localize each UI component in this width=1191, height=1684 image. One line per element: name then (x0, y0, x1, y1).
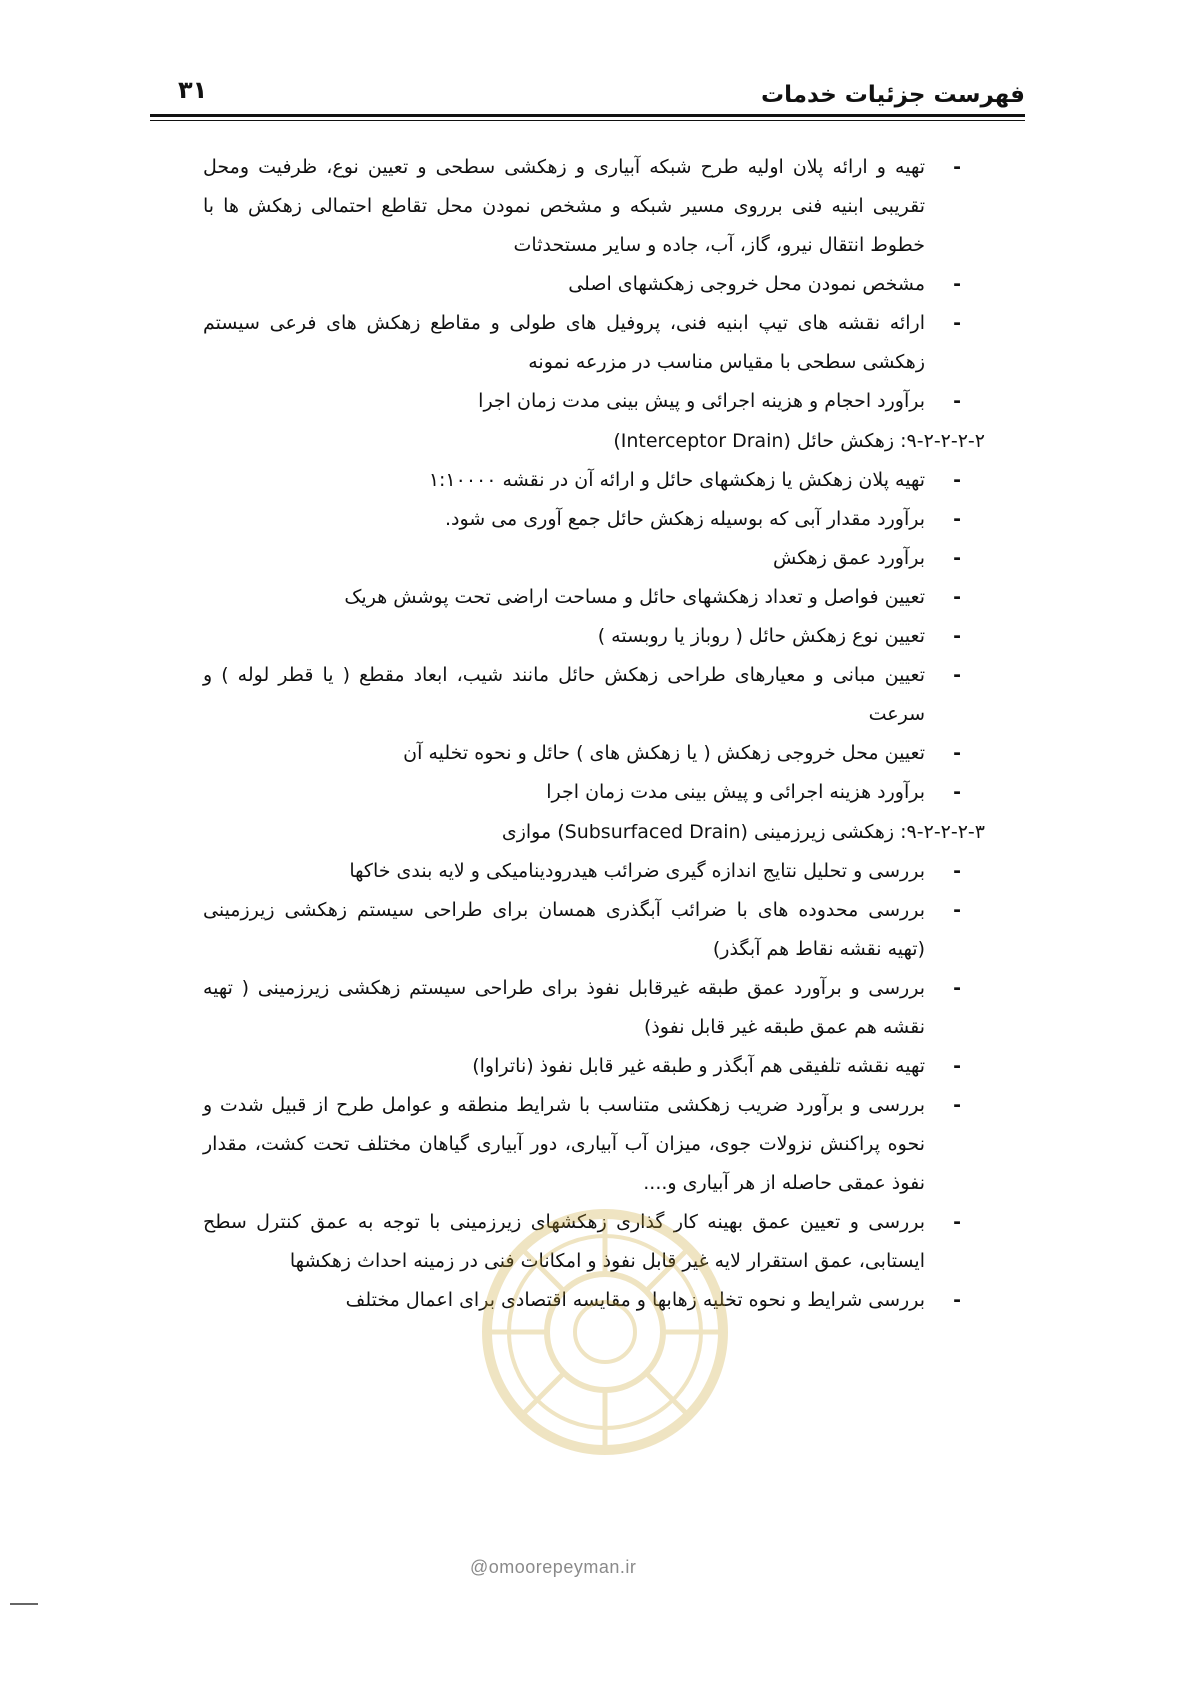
list-item: - بررسی و برآورد ضریب زهکشی متناسب با شرایط منطقه و عوامل طرح از قبیل شدت و نحوه پراکنش نزولات جوی، میزان آب آبیاری، دور آبیاری گیاهان مختلف تحت کشت، مقدار نفوذ عمقی حاصله از هر آبیاری و.... (178, 1086, 975, 1203)
list-item: - برآورد احجام و هزینه اجرائی و پیش بینی مدت زمان اجرا (178, 382, 975, 421)
page-header (150, 70, 1025, 118)
list-item: - تعیین مبانی و معیارهای طراحی زهکش حائل مانند شیب، ابعاد مقطع ( یا قطر لوله ) و سرعت (178, 656, 975, 734)
header-divider-thin (150, 120, 1025, 121)
list-item: - تعیین نوع زهکش حائل ( روباز یا روبسته ) (178, 617, 975, 656)
list-item: - بررسی و تعیین عمق بهینه کار گذاری زهکشهای زیرزمینی با توجه به عمق کنترل سطح ایستابی، عمق استقرار لایه غیر قابل نفوذ و امکانات فنی در زمینه احداث زهکشها (178, 1203, 975, 1281)
margin-mark (10, 1603, 38, 1605)
header-divider (150, 114, 1025, 117)
list-item: - بررسی محدوده های با ضرائب آبگذری همسان برای طراحی سیستم زهکشی زیرزمینی (تهیه نقشه نقاط هم آبگذر) (178, 891, 975, 969)
page-header-title: فهرست جزئیات خدمات (760, 82, 1025, 108)
list-item: - برآورد مقدار آبی که بوسیله زهکش حائل جمع آوری می شود. (178, 500, 975, 539)
list-item: - تهیه پلان زهکش یا زهکشهای حائل و ارائه آن در نقشه ۱:۱۰۰۰۰ (178, 461, 975, 500)
list-item: - بررسی و برآورد عمق طبقه غیرقابل نفوذ برای طراحی سیستم زهکشی زیرزمینی ( تهیه نقشه هم عمق طبقه غیر قابل نفوذ) (178, 969, 975, 1047)
section-heading-subsurface-drain: ۹-۲-۲-۲-۳: زهکشی زیرزمینی (Subsurfaced Drain) موازی (501, 821, 985, 843)
section-heading-interceptor-drain: ۹-۲-۲-۲-۲: زهکش حائل (Interceptor Drain) (613, 430, 985, 452)
list-item: - برآورد هزینه اجرائی و پیش بینی مدت زمان اجرا (178, 773, 975, 812)
list-item: - تعیین فواصل و تعداد زهکشهای حائل و مساحت اراضی تحت پوشش هریک (178, 578, 975, 617)
list-item: - مشخص نمودن محل خروجی زهکشهای اصلی (178, 265, 975, 304)
document-body (178, 148, 985, 1320)
list-item: - تعیین محل خروجی زهکش ( یا زهکش های ) حائل و نحوه تخلیه آن (178, 734, 975, 773)
page-number: ۳۱ (178, 76, 208, 104)
list-item: - تهیه و ارائه پلان اولیه طرح شبکه آبیاری و زهکشی سطحی و تعیین نوع، ظرفیت ومحل تقریبی ابنیه فنی برروی مسیر شبکه و مشخص نمودن محل تقاطع احتمالی زهکش ها با خطوط انتقال نیرو، گاز، آب، جاده و سایر مستحدثات (178, 148, 975, 265)
list-item: - تهیه نقشه تلفیقی هم آبگذر و طبقه غیر قابل نفوذ (ناتراوا) (178, 1047, 975, 1086)
list-item: - ارائه نقشه های تیپ ابنیه فنی، پروفیل های طولی و مقاطع زهکش های فرعی سیستم زهکشی سطحی با مقیاس مناسب در مزرعه نمونه (178, 304, 975, 382)
list-item: - بررسی شرایط و نحوه تخلیه زهابها و مقایسه اقتصادی برای اعمال مختلف (178, 1281, 975, 1320)
watermark-url: @omoorepeyman.ir (470, 1557, 637, 1577)
list-item: - بررسی و تحلیل نتایج اندازه گیری ضرائب هیدرودینامیکی و لایه بندی خاکها (178, 852, 975, 891)
list-item: - برآورد عمق زهکش (178, 539, 975, 578)
